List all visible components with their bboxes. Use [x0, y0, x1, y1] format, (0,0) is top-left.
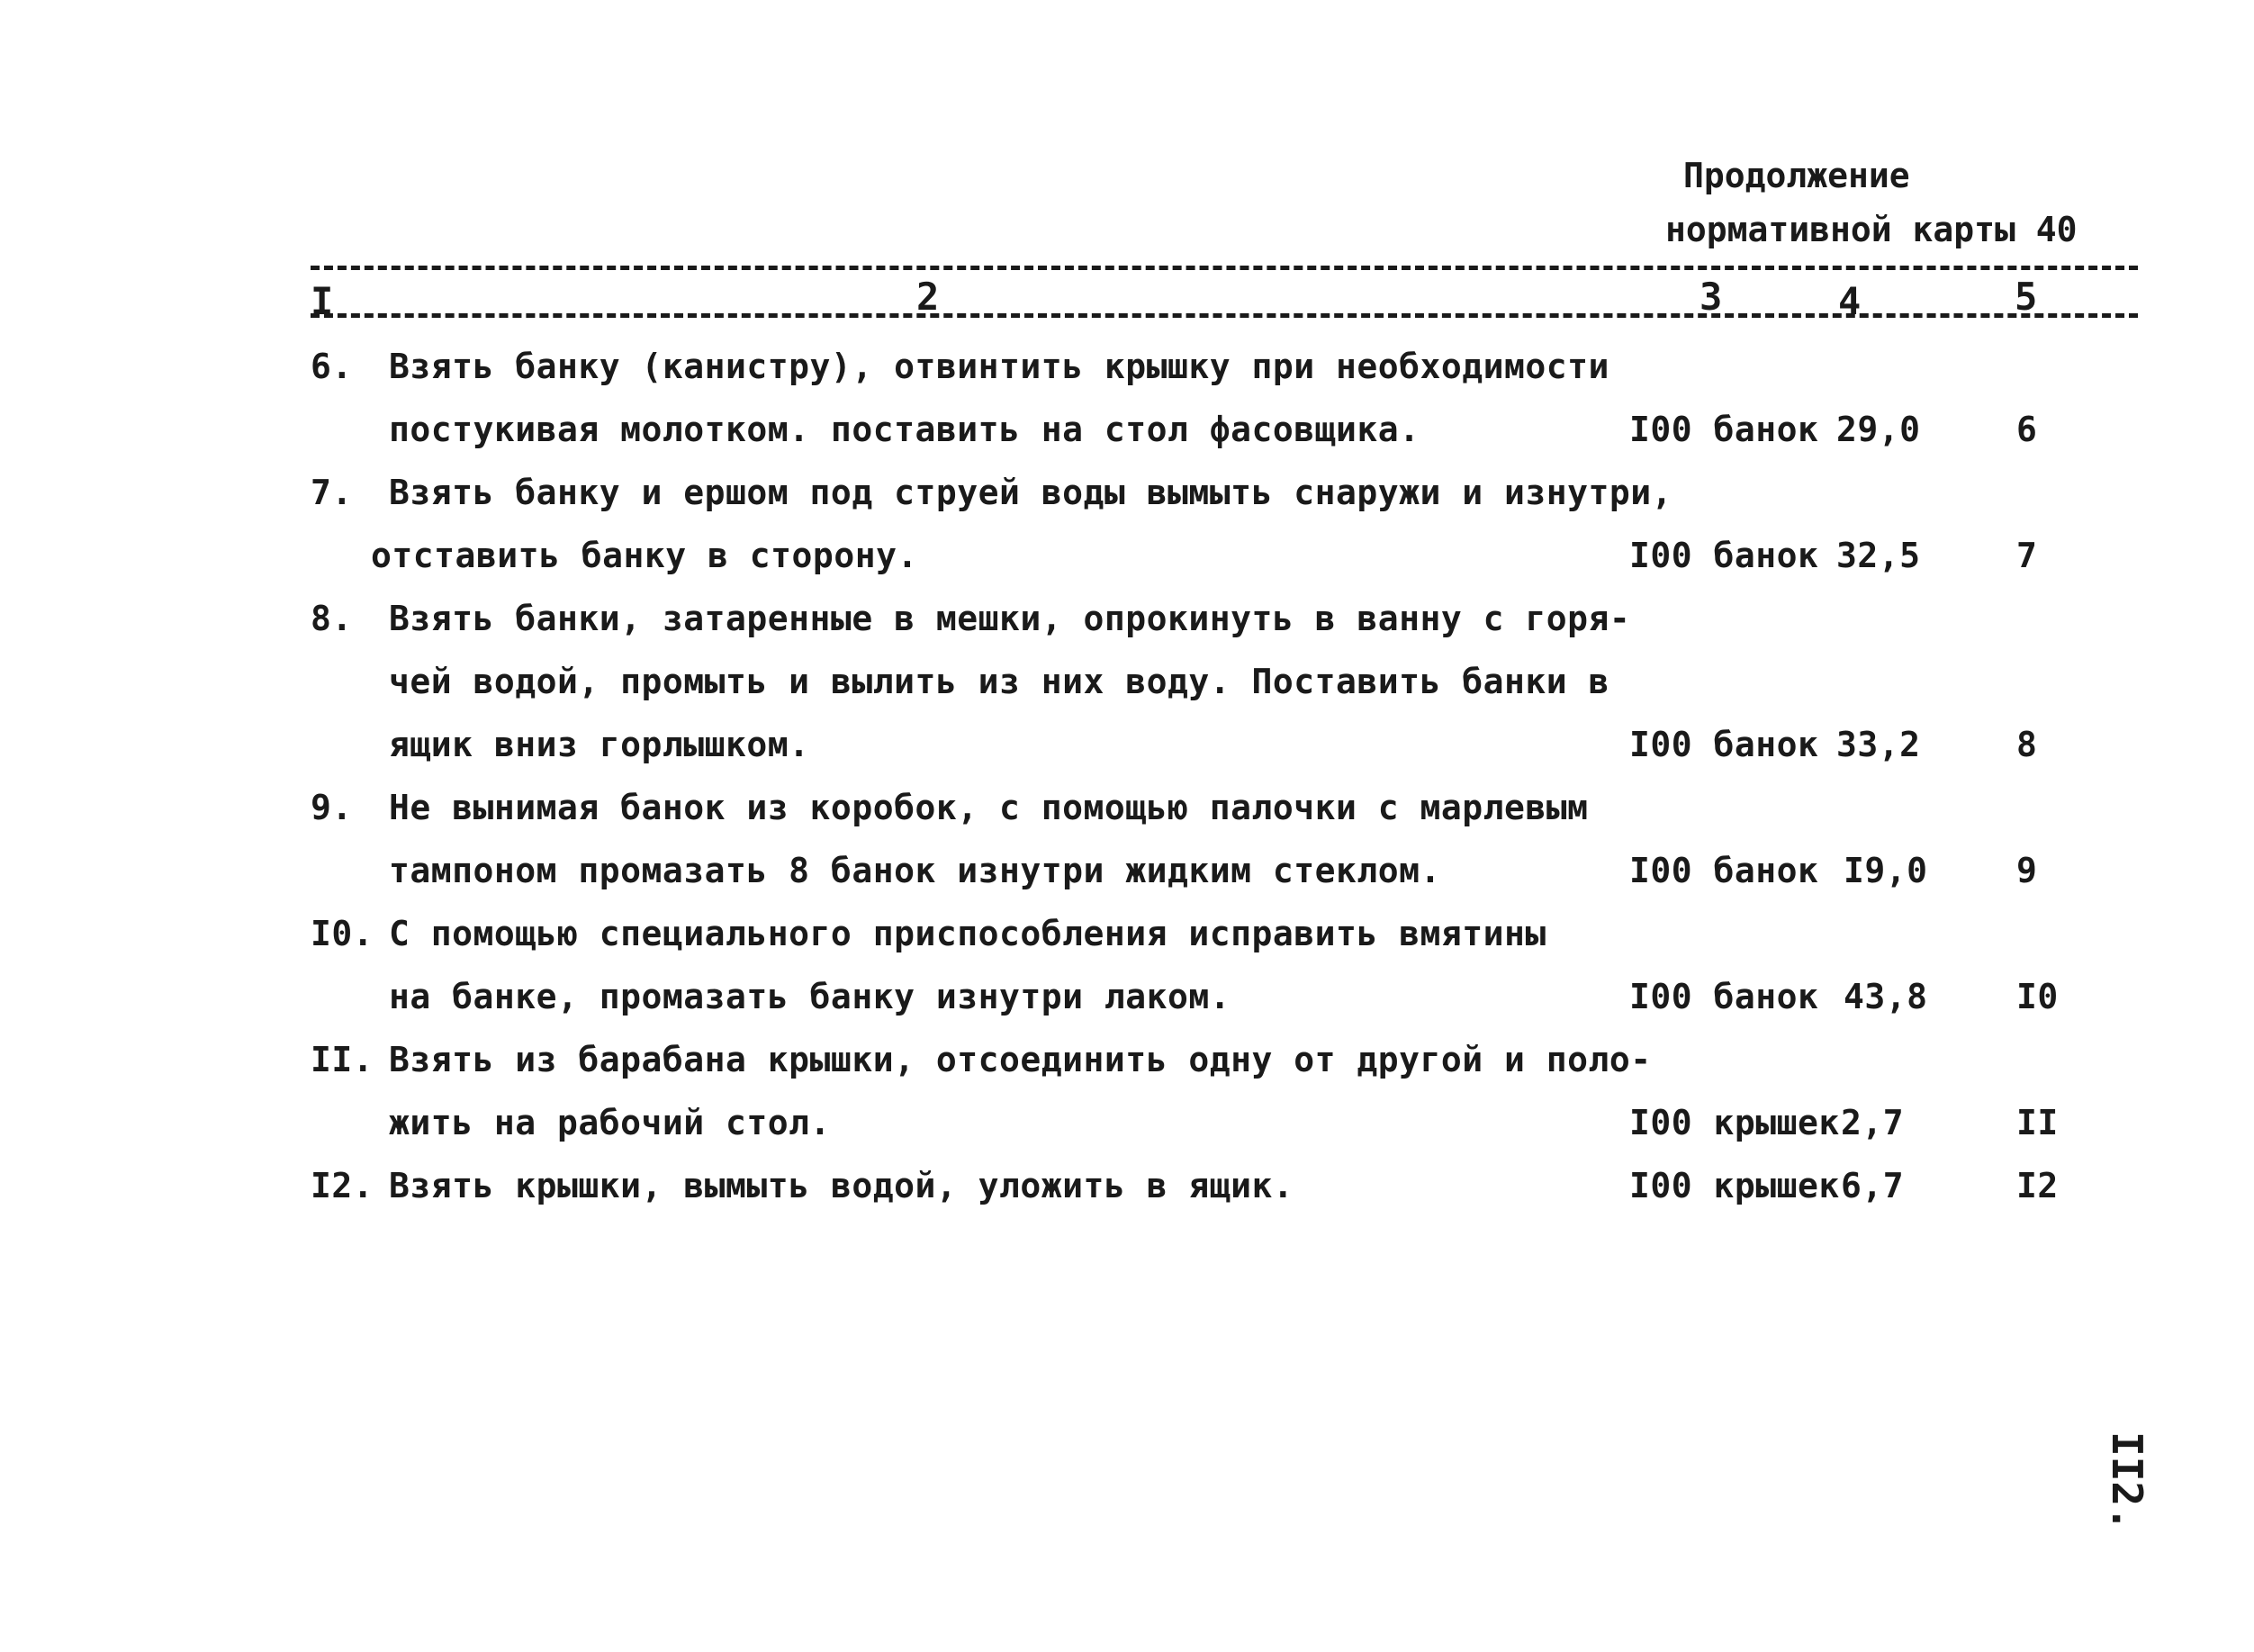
row-norm: 32,5	[1836, 536, 1921, 575]
column-5-header: 5	[2015, 275, 2038, 319]
row-number: 6.	[311, 347, 353, 386]
row-unit: I00 банок	[1629, 536, 1819, 575]
row-index: 7	[2016, 536, 2038, 575]
row-index: II	[2016, 1103, 2059, 1142]
row-number: I2.	[311, 1166, 374, 1205]
row-number: 9.	[311, 788, 353, 827]
row-unit: I00 банок	[1629, 725, 1819, 764]
continuation-header	[1665, 149, 2078, 257]
row-unit: I00 банок	[1629, 410, 1819, 449]
table-header-rule	[311, 313, 2138, 318]
column-3-header: 3	[1700, 275, 1723, 319]
row-text-line: Взять банку и ершом под струей воды вымыть снаружи и изнутри,	[389, 473, 1673, 512]
row-index: I2	[2016, 1166, 2059, 1205]
row-norm: 2,7	[1841, 1103, 1905, 1142]
row-number: II.	[311, 1040, 374, 1079]
page-number: II2.	[2103, 1431, 2151, 1531]
row-number: 8.	[311, 599, 353, 638]
table-top-rule	[311, 266, 2138, 270]
row-norm: 33,2	[1836, 725, 1921, 764]
row-text-line: чей водой, промыть и вылить из них воду. Поставить банки в	[389, 662, 1609, 701]
row-text-line: на банке, промазать банку изнутри лаком.	[389, 977, 1231, 1016]
row-text-line: Взять банки, затаренные в мешки, опрокинуть в ванну с горя-	[389, 599, 1631, 638]
row-text-line: С помощью специального приспособления исправить вмятины	[389, 914, 1546, 953]
row-norm: 6,7	[1841, 1166, 1905, 1205]
row-index: 9	[2016, 851, 2038, 890]
row-number: I0.	[311, 914, 374, 953]
row-text-line: постукивая молотком. поставить на стол фасовщика.	[389, 410, 1420, 449]
row-unit: I00 банок	[1629, 977, 1819, 1016]
row-text-line: Взять из барабана крышки, отсоединить одну от другой и поло-	[389, 1040, 1652, 1079]
row-text-line: ящик вниз горлышком.	[389, 725, 810, 764]
column-2-header: 2	[916, 275, 940, 319]
row-text-line: Взять крышки, вымыть водой, уложить в ящик.	[389, 1166, 1294, 1205]
row-text-line: отставить банку в сторону.	[371, 536, 918, 575]
column-1-header: I	[311, 279, 334, 323]
row-norm: I9,0	[1844, 851, 1928, 890]
row-norm: 29,0	[1836, 410, 1921, 449]
row-number: 7.	[311, 473, 353, 512]
row-unit: I00 крышек	[1629, 1103, 1840, 1142]
header-continuation-label: Продолжение	[1683, 156, 1910, 195]
header-card-label: нормативной карты 40	[1665, 210, 2078, 249]
row-text-line: жить на рабочий стол.	[389, 1103, 831, 1142]
column-4-header: 4	[1838, 279, 1862, 323]
row-text-line: тампоном промазать 8 банок изнутри жидким стеклом.	[389, 851, 1441, 890]
row-index: I0	[2016, 977, 2059, 1016]
row-unit: I00 крышек	[1629, 1166, 1840, 1205]
row-text-line: Не вынимая банок из коробок, с помощью палочки с марлевым	[389, 788, 1589, 827]
row-text-line: Взять банку (канистру), отвинтить крышку при необходимости	[389, 347, 1609, 386]
row-unit: I00 банок	[1629, 851, 1819, 890]
row-index: 8	[2016, 725, 2038, 764]
row-norm: 43,8	[1844, 977, 1928, 1016]
row-index: 6	[2016, 410, 2038, 449]
